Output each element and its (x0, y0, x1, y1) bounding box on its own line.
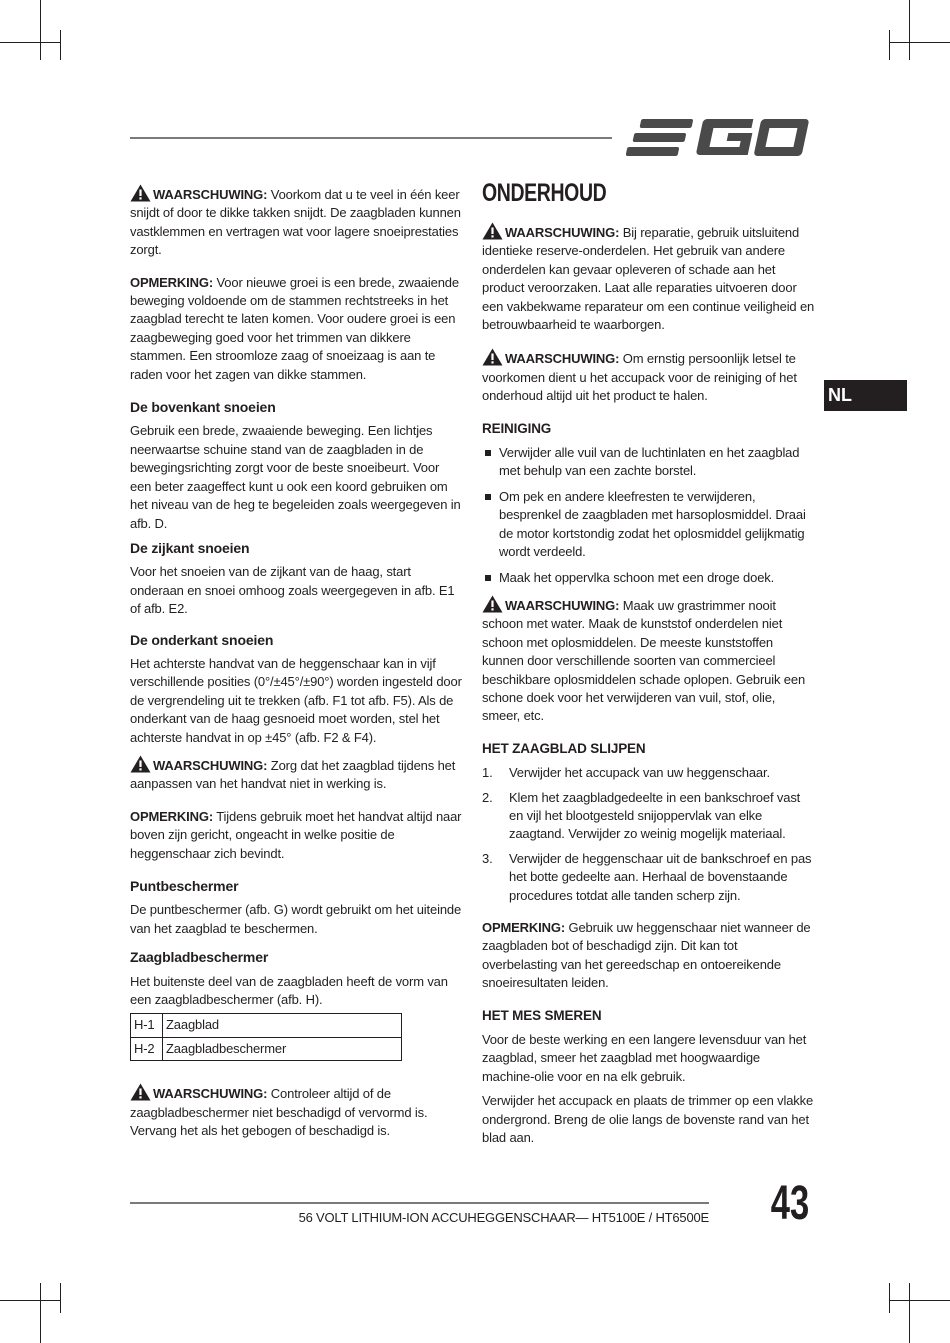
body-paragraph: Voor het snoeien van de zijkant van de haag, start onderaan en snoei omhoog zoals weergegeven in afb. E1 of afb. E2. (130, 564, 455, 617)
warning-paragraph: WAARSCHUWING: Om ernstig persoonlijk letsel te voorkomen dient u het accupack voor de reiniging of het onderhoud altijd uit het product te halen. (482, 348, 815, 405)
list-item: Om pek en andere kleefresten te verwijderen, besprenkel de zaagbladen met harsoplosmiddel. Draai de motor kortstondig zodat het oplosmiddel gelijkmatig wordt verdeeld. (482, 488, 815, 562)
footer-text: 56 VOLT LITHIUM-ION ACCUHEGGENSCHAAR— HT5100E / HT6500E (298, 1210, 709, 1225)
bullet-icon (485, 450, 491, 456)
language-tab: NL (824, 380, 907, 411)
section-heading: Puntbeschermer (130, 878, 239, 894)
crop-mark (909, 0, 910, 60)
note-paragraph: OPMERKING: Voor nieuwe groei is een brede, zwaaiende beweging voldoende om de stammen rechtstreeks in het zaagblad terecht te laten komen. Voor oudere groei is een zaagbeweging goed voor het trimmen van dikkere stammen. Een stroomloze zaag of snoeizaag is aan te raden voor het zagen van dikke stammen. (130, 274, 459, 382)
crop-mark (0, 42, 60, 43)
list-item: 1. Verwijder het accupack van uw heggenschaar. (482, 765, 770, 781)
crop-mark (40, 0, 41, 60)
legend-table (130, 1013, 402, 1061)
warning-icon (482, 222, 503, 240)
body-paragraph: Gebruik een brede, zwaaiende beweging. Een lichtjes neerwaartse schuine stand van de zaagbladen in de bewegingsrichting zorgt voor de beste snoeibeurt. Voor een beter zaageffect kunt u ook een koord gebruiken om het niveau van de heg te begeleiden zoals weergegeven in afb. D. (130, 423, 461, 531)
body-paragraph: Verwijder het accupack en plaats de trimmer op een vlakke ondergrond. Breng de olie langs de bovenste rand van het blad aan. (482, 1093, 814, 1146)
body-paragraph: De puntbeschermer (afb. G) wordt gebruikt om het uiteinde van het zaagblad te beschermen. (130, 902, 462, 936)
section-title: ONDERHOUD (482, 179, 607, 207)
header-rule (130, 137, 612, 139)
warning-paragraph: WAARSCHUWING: Zorg dat het zaagblad tijdens het aanpassen van het handvat niet in werking is. (130, 755, 463, 794)
left-column (130, 184, 463, 1154)
bullet-icon (485, 575, 491, 581)
crop-mark (909, 1283, 910, 1343)
table-row (131, 1037, 402, 1060)
list-item: Verwijder alle vuil van de luchtinlaten en het zaagblad met behulp van een zachte borstel. (482, 444, 815, 481)
warning-paragraph: WAARSCHUWING: Maak uw grastrimmer nooit schoon met water. Maak de kunststof onderdelen niet schoon met oplosmiddelen. De meeste kunststoffen kunnen door verschillende soorten van commercieel beschikbare oplosmiddelen schade oplopen. Gebruik een schone doek voor het verwijderen van vuil, stof, olie, smeer, etc. (482, 595, 815, 726)
crop-mark (0, 1300, 60, 1301)
bullet-icon (485, 494, 491, 500)
crop-mark (889, 1283, 890, 1313)
section-heading: De onderkant snoeien (130, 631, 274, 648)
legend-value: Zaagbladbeschermer (163, 1037, 402, 1060)
warning-icon (130, 755, 151, 773)
crop-mark (40, 1283, 41, 1343)
list-item: Maak het oppervlka schoon met een droge doek. (482, 569, 815, 587)
sharpen-steps (482, 764, 815, 905)
legend-value: Zaagblad (163, 1014, 402, 1037)
warning-icon (130, 184, 151, 202)
ego-logo (626, 116, 816, 160)
body-paragraph: Voor de beste werking en een langere levensduur van het zaagblad, smeer het zaagblad met hoogwaardige machine-olie voor en na elk gebruik. (482, 1032, 807, 1084)
list-item: 2. Klem het zaagbladgedeelte in een bankschroef vast en vijl het blootgesteld snijoppervlak van elke zaagtand. Verwijder zo weinig mogelijk materiaal. (482, 789, 801, 842)
warning-icon (482, 595, 503, 613)
body-paragraph: Het buitenste deel van de zaagbladen heeft de vorm van een zaagbladbeschermer (afb. H). (130, 973, 448, 1008)
section-heading: De bovenkant snoeien (130, 399, 276, 416)
warning-icon (130, 1083, 151, 1101)
warning-paragraph: WAARSCHUWING: Voorkom dat u te veel in één keer snijdt of door te dikke takken snijdt. De zaagbladen kunnen vastklemmen en vertragen wat voor lagere snoeiprestaties zorgt. (130, 184, 463, 260)
crop-mark (60, 30, 61, 60)
note-paragraph: OPMERKING: Tijdens gebruik moet het handvat altijd naar boven zijn gericht, ongeacht in welke positie de heggenschaar zich bevindt. (130, 808, 462, 861)
crop-mark (889, 30, 890, 60)
warning-paragraph: WAARSCHUWING: Bij reparatie, gebruik uitsluitend identieke reserve-onderdelen. Het gebruik van andere onderdelen kan gevaar opleveren of schade aan het product veroorzaken. Laat alle reparaties uitvoeren door een vakbekwame reparateur om een continue veiligheid en betrouwbaarheid te waarborgen. (482, 222, 815, 334)
warning-icon (482, 348, 503, 366)
crop-mark (890, 1300, 950, 1301)
note-paragraph: OPMERKING: Gebruik uw heggenschaar niet wanneer de zaagbladen bot of beschadigd zijn. Dit kan tot overbelasting van het gereedschap en ontoereikende snoeiresultaten leiden. (482, 920, 811, 991)
footer-rule (130, 1202, 709, 1204)
cleaning-list (482, 444, 815, 587)
legend-key: H-1 (131, 1014, 163, 1037)
legend-key: H-2 (131, 1037, 163, 1060)
section-heading: Zaagbladbeschermer (130, 949, 269, 966)
crop-mark (890, 42, 950, 43)
crop-mark (60, 1283, 61, 1313)
section-heading: REINIGING (482, 420, 552, 436)
right-column (482, 178, 815, 1161)
body-paragraph: Het achterste handvat van de heggenschaar kan in vijf verschillende posities (0°/±45°/±90°) worden ingesteld door de vergrendeling uit te trekken (afb. F1 tot afb. F5). Als de onderkant van de haag gesnoeid moet worden, stel het achterste handvat in op ±45° (afb. F2 & F4). (130, 655, 462, 745)
section-heading: HET MES SMEREN (482, 1007, 602, 1023)
table-row (131, 1014, 402, 1037)
section-heading: De zijkant snoeien (130, 539, 250, 556)
list-item: 3. Verwijder de heggenschaar uit de bankschroef en pas het botte gedeelte aan. Herhaal de bovenstaande procedures totdat alle tanden scherp zijn. (482, 850, 812, 903)
section-heading: HET ZAAGBLAD SLIJPEN (482, 740, 646, 756)
page-number: 43 (770, 1177, 810, 1230)
warning-paragraph: WAARSCHUWING: Controleer altijd of de zaagbladbeschermer niet beschadigd of vervormd is. Vervang het als het gebogen of beschadigd is. (130, 1083, 463, 1140)
